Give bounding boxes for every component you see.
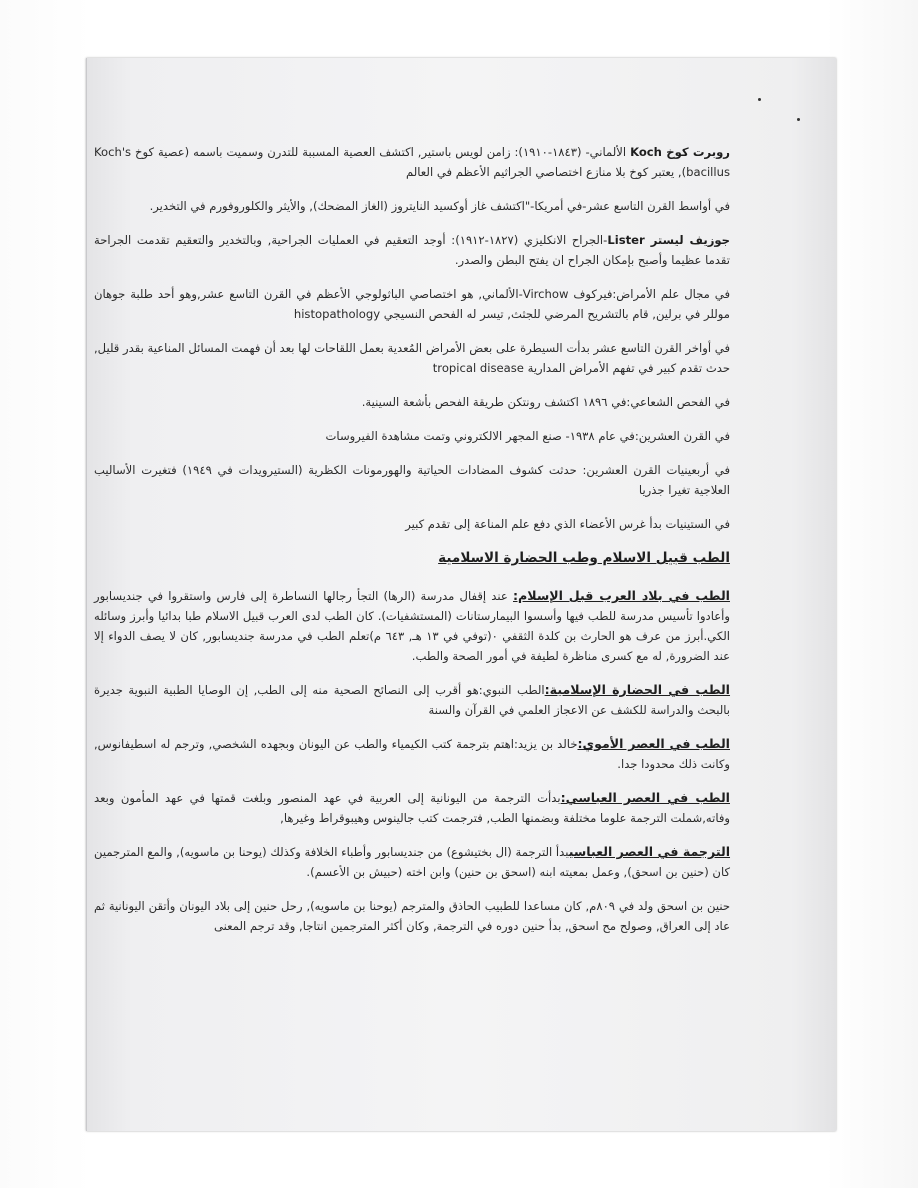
paragraph-virchow [94,284,730,324]
paragraph-radiology [94,392,730,412]
subsection-abbasid [94,788,730,828]
subsection-translation [94,842,730,882]
paragraph-twentieth-century [94,426,730,446]
paragraph-lead: روبرت كوخ Koch [630,145,730,159]
paragraph-lister [94,230,730,270]
subsection-text: بدأت الترجمة من اليونانية إلى العربية في عهد المنصور وبلغت قمتها في عهد المأمون وبعد وفاته,شملت الترجمة علوما مختلفة وبضمنها الطب, فترجمت كتب جالينوس وهيبوقراط وغيرها, [94,791,730,825]
section-title: الطب قبيل الاسلام وطب الحضارة الاسلامية [438,550,730,566]
subsection-heading: الطب في بلاد العرب قبل الإسلام: [513,588,730,603]
subsection-pre-islam [94,586,730,666]
paragraph-transplant [94,514,730,534]
subsection-umayyad [94,734,730,774]
paragraph-text: في القرن العشرين:في عام ١٩٣٨- صنع المجهر الالكتروني وتمت مشاهدة الفيروسات [325,429,730,443]
subsection-text: خالد بن يزيد:اهتم بترجمة كتب الكيمياء والطب عن اليونان وبجهده الشخصي, وترجم له اسطيفانوس, وكانت ذلك محدودا جدا. [94,737,730,771]
paragraph-text: في مجال علم الأمراض:فيركوف Virchow-الألماني, هو اختصاصي الباثولوجي الأعظم في القرن التاسع عشر,وهو أحد طلبة جوهان موللر في برلين, قام بالتشريح المرضي للجثث, تيسر له الفحص النسيجي histopathology [94,287,730,321]
subsection-heading: الطب في العصر العباسي: [560,790,730,805]
subsection-text: عند إقفال مدرسة (الرها) التجأ رجالها النساطرة إلى فارس واستقروا في جنديسابور وأعادوا تأسيس مدرسة للطب فيها وأسسوا البيمارستانات (المستشفيات). كان الطب لدى العرب قبيل الاسلام طبا بدائيا وأبرز وسائله الكي.أبرز من عرف هو الحارث بن كلدة الثقفي ٠(توفي في ١٣ هـ, ٦٤٣ م)تعلم الطب في مدرسة جنديسابور, كان لا يصف الدواء إلا عند الضرورة, له مع كسرى مناظرة لطيفة في أمور الصحة والطب. [94,589,730,663]
page-text [94,142,730,950]
subsection-text: بدأ الترجمة (ال بختيشوع) من جنديسابور وأطباء الخلافة وكذلك (يوحنا بن ماسويه), والمع المترجمين كان (حنين بن اسحق), وعمل بمعيته ابنه (اسحق بن حنين) وابن اخته (حبيش بن الأعسم). [94,845,730,879]
paragraph-text: في أواسط القرن التاسع عشر-في أمريكا-"اكتشف غاز أوكسيد النايتروز (الغاز المضحك), والأيثر والكلوروفورم في التخدير. [149,199,730,213]
paragraph-text: في أربعينيات القرن العشرين: حدثت كشوف المضادات الحياتية والهورمونات الكظرية (الستيرويدات في ١٩٤٩) فتغيرت الأساليب العلاجية تغيرا جذريا [94,463,730,497]
ink-dot [758,98,761,101]
paragraph-text: في أواخر القرن التاسع عشر بدأت السيطرة على بعض الأمراض المُعدية بعمل اللقاحات لها بعد أن فهمت المسائل المناعية بقدر قليل, حدث تقدم كبير في تفهم الأمراض المدارية tropical disease [94,341,730,375]
subsection-heading: الترجمة في العصر العباسي [568,844,731,859]
paragraph-text: في الفحص الشعاعي:في ١٨٩٦ اكتشف رونتكن طريقة الفحص بأشعة السينية. [361,395,730,409]
subsection-text: الطب النبوي:هو أقرب إلى النصائح الصحية منه إلى الطب, إن الوصايا الطبية النبوية جديرة بالبحث والدراسة للكشف عن الاعجاز العلمي في القرآن والسنة [94,683,730,717]
paragraph-hunayn [94,896,730,936]
paragraph-text: -الجراح الانكليزي (١٨٢٧-١٩١٢): أوجد التعقيم في العمليات الجراحية, وبالتخدير والتعقيم تقدمت الجراحة تقدما عظيما وأصبح بإمكان الجراح ان يفتح البطن والصدر. [94,233,730,267]
paragraph-text: في الستينيات بدأ غرس الأعضاء الذي دفع علم المناعة إلى تقدم كبير [405,517,730,531]
paragraph-lead: جوزيف ليستر Lister [607,233,730,247]
subsection-heading: الطب في العصر الأموي: [577,736,730,751]
paragraph-text: الألماني- (١٨٤٣-١٩١٠): زامن لويس باستير, اكتشف العصية المسببة للتدرن وسميت باسمه (عصية كوخ Koch's bacillus), يعتبر كوخ بلا منازع اختصاصي الجراثيم الأعظم في العالم [94,145,730,179]
ink-dot [797,118,800,121]
paragraph-anesthesia [94,196,730,216]
paragraph-antibiotics [94,460,730,500]
paragraph-koch [94,142,730,182]
paragraph-vaccines [94,338,730,378]
subsection-heading: الطب في الحضارة الإسلامية: [544,682,731,697]
subsection-islamic-civilization [94,680,730,720]
subsection-text: حنين بن اسحق ولد في ٨٠٩م, كان مساعدا للطبيب الحاذق والمترجم (يوحنا بن ماسويه), رحل حنين إلى بلاد اليونان وأتقن اليونانية ثم عاد إلى العراق, وصولح مح اسحق, بدأ حنين دوره في الترجمة, وكان أكثر المترجمين انتاجا, وقد ترجم المعنى [94,899,730,933]
